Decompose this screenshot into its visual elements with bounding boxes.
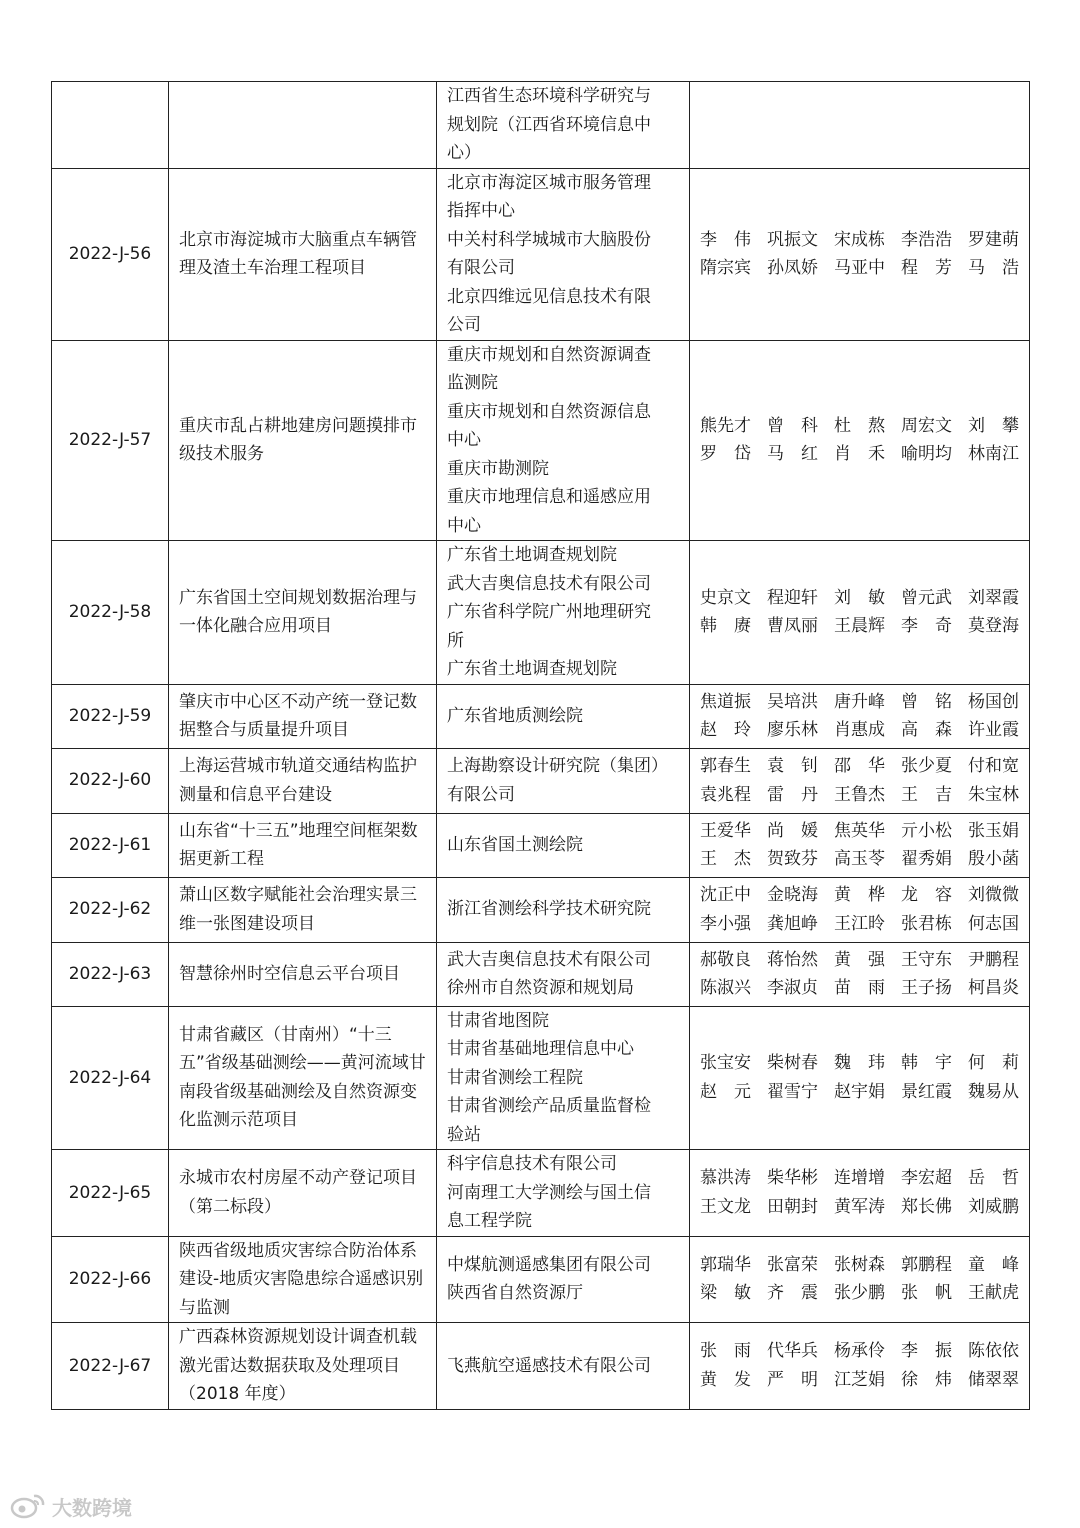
contributor-name: 许业霞 — [968, 720, 1019, 740]
organizations — [437, 1236, 690, 1323]
contributor-name: 赵宇娟 — [834, 1081, 885, 1102]
organization: 广东省土地调查规划院 — [447, 659, 617, 679]
contributors — [690, 877, 1030, 942]
organization: 飞燕航空遥感技术有限公司 — [447, 1355, 651, 1376]
contributor-name: 韩 赓 — [700, 616, 751, 637]
contributor-name: 巩振文 — [767, 229, 818, 250]
watermark-text: 大数跨境 — [52, 1495, 132, 1520]
contributors — [690, 1323, 1030, 1410]
contributor-row — [700, 1251, 1019, 1280]
contributors — [690, 168, 1030, 340]
project-id: 2022-J-59 — [52, 684, 169, 748]
contributor-name: 吴培洪 — [767, 691, 818, 712]
contributor-name: 廖乐林 — [767, 720, 818, 740]
contributors — [690, 813, 1030, 877]
contributor-name: 金晓海 — [767, 885, 818, 905]
contributor-name: 刘微微 — [968, 885, 1019, 905]
contributor-name: 李淑贞 — [767, 978, 818, 998]
organization: 陕西省自然资源厅 — [447, 1283, 583, 1304]
project-name: 北京市海淀城市大脑重点车辆管理及渣土车治理工程项目 — [169, 168, 437, 340]
contributor-name: 李宏超 — [901, 1168, 952, 1189]
contributor-name: 郑长佛 — [901, 1196, 952, 1217]
contributor-row — [700, 845, 1019, 874]
contributor-name: 焦英华 — [834, 820, 885, 841]
organization: 重庆市勘测院 — [447, 458, 549, 479]
contributor-name: 田朝封 — [767, 1196, 818, 1217]
table-row — [52, 168, 1030, 340]
contributor-name: 刘 攀 — [968, 415, 1019, 436]
contributor-name: 徐 炜 — [901, 1369, 952, 1390]
project-name: 肇庆市中心区不动产统一登记数据整合与质量提升项目 — [169, 684, 437, 748]
contributor-name: 马亚中 — [834, 258, 885, 278]
organization: 北京四维远见信息技术有限 公司 — [447, 286, 651, 335]
organization: 河南理工大学测绘与国土信 息工程学院 — [447, 1182, 651, 1231]
contributor-name: 魏易从 — [968, 1081, 1019, 1102]
contributor-name: 沈正中 — [700, 885, 751, 905]
organization: 甘肃省测绘产品质量监督检 验站 — [447, 1096, 651, 1145]
contributor-name: 陈淑兴 — [700, 978, 751, 998]
contributor-name: 高 森 — [901, 720, 952, 740]
project-name: 上海运营城市轨道交通结构监护测量和信息平台建设 — [169, 748, 437, 813]
contributor-name: 魏 玮 — [834, 1053, 885, 1074]
contributor-name: 郭鹏程 — [901, 1254, 952, 1275]
contributor-name: 宋成栋 — [834, 229, 885, 250]
project-name — [169, 82, 437, 169]
contributor-name: 隋宗宾 — [700, 258, 751, 278]
organization: 重庆市规划和自然资源调查 监测院 — [447, 344, 651, 393]
contributor-name: 严 明 — [767, 1369, 818, 1390]
organization: 浙江省测绘科学技术研究院 — [447, 899, 651, 920]
contributor-name: 罗建萌 — [968, 229, 1019, 250]
contributor-name: 赵 玲 — [700, 720, 751, 740]
table-row — [52, 1006, 1030, 1150]
contributor-name: 袁兆程 — [700, 784, 751, 805]
contributor-name: 赵 元 — [700, 1081, 751, 1102]
contributor-name: 何志国 — [968, 913, 1019, 934]
contributor-name: 殷小菡 — [968, 849, 1019, 869]
contributor-name: 郝敬良 — [700, 949, 751, 970]
organization: 广东省科学院广州地理研究 所 — [447, 602, 651, 651]
contributor-name: 张玉娟 — [968, 820, 1019, 841]
contributor-name: 李浩浩 — [901, 229, 952, 250]
organization: 中关村科学城城市大脑股份 有限公司 — [447, 229, 651, 278]
project-name: 广东省国土空间规划数据治理与一体化融合应用项目 — [169, 541, 437, 685]
contributor-name: 杜 熬 — [834, 415, 885, 436]
contributor-name: 王晨辉 — [834, 616, 885, 637]
contributor-name: 高玉苓 — [834, 849, 885, 869]
contributor-name: 曹凤丽 — [767, 616, 818, 637]
watermark — [10, 1491, 132, 1521]
contributor-name: 尹鹏程 — [968, 949, 1019, 970]
organization: 武大吉奥信息技术有限公司 — [447, 949, 651, 970]
organization: 广东省地质测绘院 — [447, 705, 583, 726]
contributor-name: 龚旭峥 — [767, 913, 818, 934]
contributor-name: 郭瑞华 — [700, 1254, 751, 1275]
contributor-name: 张少夏 — [901, 756, 952, 776]
contributor-name: 喻明均 — [901, 444, 952, 465]
contributor-row — [700, 974, 1019, 1003]
project-name: 重庆市乱占耕地建房问题摸排市级技术服务 — [169, 340, 437, 541]
contributor-name: 贺致芬 — [767, 849, 818, 869]
organizations — [437, 813, 690, 877]
contributor-name: 刘 敏 — [834, 587, 885, 608]
contributor-name: 王文龙 — [700, 1196, 751, 1217]
organizations — [437, 340, 690, 541]
contributor-name: 王守东 — [901, 949, 952, 970]
contributor-name: 张树森 — [834, 1254, 885, 1275]
contributor-name: 熊先才 — [700, 415, 751, 436]
contributor-name: 曾 铭 — [901, 691, 952, 712]
contributor-name: 王子扬 — [901, 978, 952, 998]
organizations — [437, 1150, 690, 1237]
contributor-row — [700, 1078, 1019, 1107]
contributor-name: 张君栋 — [901, 913, 952, 934]
organizations — [437, 1323, 690, 1410]
contributor-row — [700, 781, 1019, 810]
contributor-name: 王 吉 — [901, 784, 952, 805]
organization: 甘肃省基础地理信息中心 — [447, 1039, 634, 1059]
contributor-name: 李 伟 — [700, 229, 751, 250]
contributors — [690, 340, 1030, 541]
contributor-name: 慕洪涛 — [700, 1168, 751, 1189]
table-row — [52, 1150, 1030, 1237]
contributor-row — [700, 1366, 1019, 1395]
project-id: 2022-J-67 — [52, 1323, 169, 1410]
table-row — [52, 684, 1030, 748]
contributor-name: 罗 岱 — [700, 444, 751, 465]
contributor-name: 李 奇 — [901, 616, 952, 637]
project-name: 萧山区数字赋能社会治理实景三维一张图建设项目 — [169, 877, 437, 942]
project-id: 2022-J-65 — [52, 1150, 169, 1237]
contributor-name: 景红霞 — [901, 1081, 952, 1102]
contributor-name: 张 帆 — [901, 1283, 952, 1304]
project-id: 2022-J-56 — [52, 168, 169, 340]
contributor-name: 郭春生 — [700, 756, 751, 776]
contributor-name: 龙 容 — [901, 885, 952, 905]
contributor-name: 江芝娟 — [834, 1369, 885, 1390]
table-row — [52, 1323, 1030, 1410]
project-id: 2022-J-57 — [52, 340, 169, 541]
contributor-name: 柴树春 — [767, 1053, 818, 1074]
contributor-row — [700, 752, 1019, 781]
organization: 甘肃省测绘工程院 — [447, 1067, 583, 1088]
contributor-name: 张少鹏 — [834, 1283, 885, 1304]
contributors — [690, 684, 1030, 748]
project-name: 陕西省级地质灾害综合防治体系建设-地质灾害隐患综合遥感识别与监测 — [169, 1236, 437, 1323]
project-name: 山东省“十三五”地理空间框架数据更新工程 — [169, 813, 437, 877]
contributor-name: 刘威鹏 — [968, 1196, 1019, 1217]
project-id: 2022-J-62 — [52, 877, 169, 942]
contributor-name: 蒋怡然 — [767, 949, 818, 970]
contributor-row — [700, 1049, 1019, 1078]
contributor-name: 张宝安 — [700, 1053, 751, 1074]
contributors — [690, 942, 1030, 1006]
contributor-name: 刘翠霞 — [968, 587, 1019, 608]
contributor-row — [700, 226, 1019, 255]
contributor-name: 杨国创 — [968, 691, 1019, 712]
organizations — [437, 82, 690, 169]
table-row — [52, 340, 1030, 541]
table-row — [52, 748, 1030, 813]
organization: 徐州市自然资源和规划局 — [447, 978, 634, 998]
weibo-logo-icon — [10, 1493, 46, 1519]
contributor-name: 翟秀娟 — [901, 849, 952, 869]
contributors — [690, 748, 1030, 813]
project-id: 2022-J-61 — [52, 813, 169, 877]
contributor-name: 岳 哲 — [968, 1168, 1019, 1189]
project-id — [52, 82, 169, 169]
contributor-row — [700, 817, 1019, 846]
project-id: 2022-J-64 — [52, 1006, 169, 1150]
contributor-name: 李小强 — [700, 913, 751, 934]
contributor-name: 王鲁杰 — [834, 784, 885, 805]
contributor-name: 黄 桦 — [834, 885, 885, 905]
table-row — [52, 1236, 1030, 1323]
organization: 科宇信息技术有限公司 — [447, 1154, 617, 1174]
contributor-row — [700, 910, 1019, 939]
contributor-name: 朱宝林 — [968, 784, 1019, 805]
contributor-name: 苗 雨 — [834, 978, 885, 998]
contributor-name: 张 雨 — [700, 1341, 751, 1362]
contributor-name: 连增增 — [834, 1168, 885, 1189]
organizations — [437, 877, 690, 942]
project-name: 广西森林资源规划设计调查机载激光雷达数据获取及处理项目（2018 年度） — [169, 1323, 437, 1410]
contributor-name: 莫登海 — [968, 616, 1019, 637]
contributor-name: 黄军涛 — [834, 1196, 885, 1217]
contributor-name: 程 芳 — [901, 258, 952, 278]
contributor-name: 韩 宇 — [901, 1053, 952, 1074]
contributor-name: 何 莉 — [968, 1053, 1019, 1074]
organization: 山东省国土测绘院 — [447, 834, 583, 855]
project-id: 2022-J-58 — [52, 541, 169, 685]
contributor-name: 王 杰 — [700, 849, 751, 869]
contributor-name: 齐 震 — [767, 1283, 818, 1304]
contributor-name: 肖惠成 — [834, 720, 885, 740]
contributor-row — [700, 1164, 1019, 1193]
contributor-row — [700, 1193, 1019, 1222]
contributor-row — [700, 688, 1019, 717]
contributor-name: 程迎轩 — [767, 587, 818, 608]
contributor-name: 黄 发 — [700, 1369, 751, 1390]
project-id: 2022-J-63 — [52, 942, 169, 1006]
organizations — [437, 684, 690, 748]
contributor-name: 亓小松 — [901, 820, 952, 841]
table-row — [52, 82, 1030, 169]
contributor-name: 雷 丹 — [767, 784, 818, 805]
contributors — [690, 541, 1030, 685]
contributor-name: 柯昌炎 — [968, 978, 1019, 998]
contributor-name: 孙凤娇 — [767, 258, 818, 278]
organization: 甘肃省地图院 — [447, 1010, 549, 1031]
organization: 广东省土地调查规划院 — [447, 545, 617, 565]
organization: 重庆市地理信息和遥感应用 中心 — [447, 487, 651, 536]
contributor-name: 梁 敏 — [700, 1283, 751, 1304]
contributor-name: 李 振 — [901, 1341, 952, 1362]
contributor-row — [700, 584, 1019, 613]
contributor-row — [700, 254, 1019, 283]
contributor-name: 张富荣 — [767, 1254, 818, 1275]
contributor-name: 童 峰 — [968, 1254, 1019, 1275]
contributor-name: 王江昤 — [834, 913, 885, 934]
organization: 中煤航测遥感集团有限公司 — [447, 1254, 651, 1275]
contributor-name: 马 浩 — [968, 258, 1019, 278]
contributor-name: 付和宽 — [968, 756, 1019, 776]
organization: 江西省生态环境科学研究与 规划院（江西省环境信息中 心） — [447, 86, 651, 163]
contributor-row — [700, 440, 1019, 469]
contributors — [690, 82, 1030, 169]
organizations — [437, 168, 690, 340]
contributors — [690, 1006, 1030, 1150]
table-row — [52, 813, 1030, 877]
contributor-row — [700, 716, 1019, 745]
contributor-row — [700, 1337, 1019, 1366]
organizations — [437, 541, 690, 685]
project-name: 永城市农村房屋不动产登记项目（第二标段） — [169, 1150, 437, 1237]
organization: 武大吉奥信息技术有限公司 — [447, 573, 651, 594]
contributor-name: 曾 科 — [767, 415, 818, 436]
contributor-row — [700, 412, 1019, 441]
table-row — [52, 541, 1030, 685]
contributor-name: 陈依依 — [968, 1341, 1019, 1362]
project-name: 甘肃省藏区（甘南州）“十三五”省级基础测绘——黄河流域甘南段省级基础测绘及自然资源变化监测示范项目 — [169, 1006, 437, 1150]
project-id: 2022-J-60 — [52, 748, 169, 813]
contributors — [690, 1236, 1030, 1323]
organizations — [437, 942, 690, 1006]
contributor-name: 王献虎 — [968, 1283, 1019, 1304]
contributor-name: 储翠翠 — [968, 1369, 1019, 1390]
organization: 上海勘察设计研究院（集团） 有限公司 — [447, 756, 668, 805]
table-row — [52, 942, 1030, 1006]
project-name: 智慧徐州时空信息云平台项目 — [169, 942, 437, 1006]
contributor-name: 杨承伶 — [834, 1341, 885, 1362]
contributor-name: 马 红 — [767, 444, 818, 465]
organizations — [437, 748, 690, 813]
contributor-row — [700, 881, 1019, 910]
contributor-name: 尚 媛 — [767, 820, 818, 841]
contributor-name: 翟雪宁 — [767, 1081, 818, 1102]
project-id: 2022-J-66 — [52, 1236, 169, 1323]
contributor-row — [700, 946, 1019, 975]
contributor-name: 代华兵 — [767, 1341, 818, 1362]
contributors — [690, 1150, 1030, 1237]
contributor-name: 肖 禾 — [834, 444, 885, 465]
contributor-name: 袁 钊 — [767, 756, 818, 776]
contributor-name: 曾元武 — [901, 587, 952, 608]
contributor-name: 焦道振 — [700, 691, 751, 712]
contributor-name: 黄 强 — [834, 949, 885, 970]
awards-table — [51, 81, 1030, 1410]
organizations — [437, 1006, 690, 1150]
contributor-row — [700, 612, 1019, 641]
table-row — [52, 877, 1030, 942]
contributor-row — [700, 1279, 1019, 1308]
contributor-name: 林南江 — [968, 444, 1019, 465]
organization: 北京市海淀区城市服务管理 指挥中心 — [447, 172, 651, 221]
contributor-name: 史京文 — [700, 587, 751, 608]
organization: 重庆市规划和自然资源信息 中心 — [447, 401, 651, 450]
contributor-name: 邵 华 — [834, 756, 885, 776]
contributor-name: 唐升峰 — [834, 691, 885, 712]
contributor-name: 柴华彬 — [767, 1168, 818, 1189]
contributor-name: 王爱华 — [700, 820, 751, 841]
contributor-name: 周宏文 — [901, 415, 952, 436]
